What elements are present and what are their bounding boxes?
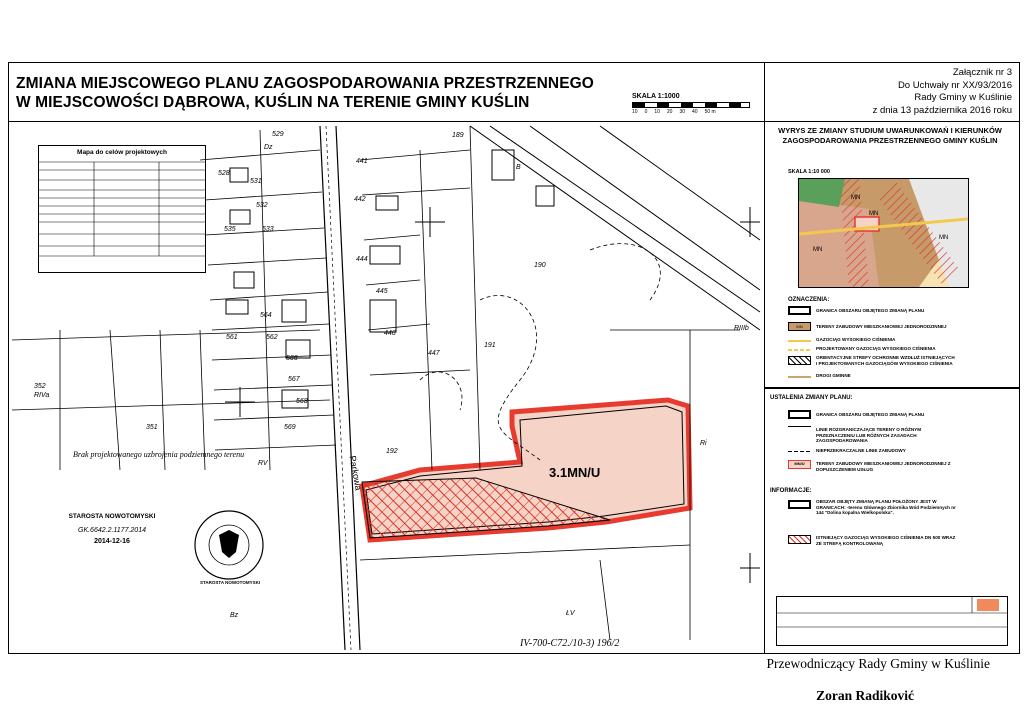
title-block — [776, 596, 1008, 646]
parcel-number: 441 — [356, 158, 368, 165]
legend-text: PROJEKTOWANY GAZOCIĄG WYSOKIEGO CIŚNIENIA — [816, 346, 936, 351]
plan-legend-text: TERENY ZABUDOWY MIESZKANIOWEJ JEDNORODZINNEJ Z DOPUSZCZENIEM USŁUG — [816, 461, 951, 472]
doc-table-title: Mapa do celów projektowych — [77, 149, 167, 156]
legend-swatch-boundary — [788, 306, 811, 315]
info-text: ISTNIEJĄCY GAZOCIĄG WYSOKIEGO CIŚNIENIA DN 500 WRAZ ZE STREFĄ KONTROLOWANĄ — [816, 535, 956, 546]
study-extract-title: WYRYS ZE ZMIANY STUDIUM UWARUNKOWAŃ I KIERUNKÓW ZAGOSPODAROWANIA PRZESTRZENNEGO GMINY KUŚLIN — [778, 126, 1002, 145]
plan-area-label: 3.1MN/U — [549, 465, 601, 480]
legend-text: GRANICA OBSZARU OBJĘTEGO ZMIANĄ PLANU — [816, 308, 925, 313]
parcel-number: 531 — [250, 178, 262, 185]
plan-title-line1: ZMIANA MIEJSCOWEGO PLANU ZAGOSPODAROWANIA PRZESTRZENNEGO — [16, 75, 594, 92]
parcel-number: 564 — [260, 312, 272, 319]
title-block-grid — [777, 597, 1007, 645]
parcel-number: 529 — [272, 131, 284, 138]
council-name: Rady Gminy w Kuślinie — [914, 92, 1012, 103]
survey-doc-table — [38, 145, 206, 273]
parcel-number: Ri — [700, 440, 707, 447]
attachment-number: Załącznik nr 3 — [952, 67, 1012, 78]
info-title: INFORMACJE: — [770, 488, 812, 494]
scale-tick: 20 — [666, 109, 673, 115]
parcel-number: 352 — [34, 383, 46, 390]
plan-legend-title: USTALENIA ZMIANY PLANU: — [770, 395, 853, 401]
sheet-reference: IV-700-C72./10-3) 196/2 — [520, 638, 620, 649]
parcel-number: 445 — [376, 288, 388, 295]
scale-tick: 50 m — [704, 109, 716, 115]
parcel-number: 446 — [384, 330, 396, 337]
seal-caption: STAROSTA NOWOTOMYSKI — [200, 580, 261, 585]
minimap-label: MN — [869, 211, 879, 217]
plan-legend-text: LINIE ROZGRANICZAJĄCE TERENY O RÓŻNYM PRZEZNACZENIU LUB RÓŻNYCH ZASADACH ZAGOSPODAROWANIA — [816, 427, 922, 443]
info-swatch-boundary — [788, 500, 811, 509]
parcel-number: 566 — [286, 355, 298, 362]
utility-stamp: Brak projektowanego uzbrojenia podziemnego terenu — [73, 450, 245, 459]
panel-divider — [764, 387, 1020, 389]
plan-swatch-lines — [788, 426, 811, 435]
starosta-stamp — [32, 478, 192, 545]
parcel-number: RIVa — [34, 392, 50, 399]
scale-tick: 0 — [644, 109, 648, 115]
plan-title-line2: W MIEJSCOWOŚCI DĄBROWA, KUŚLIN NA TERENIE GMINY KUŚLIN — [16, 94, 530, 111]
parcel-number: 351 — [146, 424, 158, 431]
street-label-parkowa: Parkowa — [347, 454, 364, 492]
scale-tick: 40 — [692, 109, 698, 115]
resolution-number: Do Uchwały nr XX/93/2016 — [897, 79, 1012, 91]
minimap-label: MN — [939, 235, 949, 241]
study-minimap — [798, 178, 969, 288]
info-text: OBSZAR OBJĘTY ZMIANĄ PLANU POŁOŻONY JEST W GRANICACH: -terenu Głównego Zbiornika Wód Podziemnych nr 144 "Dolina kopalna Wielkopolska". — [816, 499, 956, 515]
scale-tick: 30 — [679, 109, 686, 115]
parcel-number: 191 — [484, 342, 496, 349]
buildings — [226, 150, 554, 408]
parcel-number: RV — [258, 460, 268, 467]
parcel-number: 533 — [262, 226, 274, 233]
parcel-number: 190 — [534, 262, 546, 269]
starosta-title: STAROSTA NOWOTOMYSKI — [68, 513, 156, 520]
parcel-number: B — [516, 164, 521, 171]
parcel-number: 447 — [428, 350, 440, 357]
plan-legend-text: NIEPRZEKRACZALNE LINIE ZABUDOWY — [816, 448, 906, 453]
doc-reference: GK.6642.2.1177.2014 — [78, 526, 146, 534]
parcel-number: 532 — [256, 202, 268, 209]
plan-swatch-mnu: MN/U — [788, 460, 811, 469]
legend-swatch-gas — [788, 340, 811, 342]
study-minimap-drawing — [799, 179, 968, 287]
parcel-number: 535 — [224, 226, 236, 233]
parcel-number: 562 — [266, 334, 278, 341]
legend-text: DROGI GMINNE — [816, 373, 851, 378]
plan-swatch-building-line — [788, 451, 811, 452]
legend-swatch-roads — [788, 376, 811, 378]
resolution-date: z dnia 13 października 2016 roku — [872, 104, 1012, 116]
signatory-name: Zoran Radiković — [816, 688, 914, 703]
legend-swatch-mn: MN — [788, 322, 811, 331]
parcel-number: 568 — [296, 398, 308, 405]
parcel-number: 567 — [288, 376, 300, 383]
parcel-number: 189 — [452, 132, 464, 139]
legend-swatch-protection — [788, 356, 811, 365]
parcel-number: Bz — [230, 612, 239, 619]
scale-tick: 10 — [654, 109, 660, 115]
legend-text: TERENY ZABUDOWY MIESZKANIOWEJ JEDNORODZINNEJ — [816, 324, 947, 329]
road-parkowa — [320, 126, 360, 650]
parcel-number: Dz — [264, 144, 273, 151]
parcel-number: 192 — [386, 448, 398, 455]
eagle-emblem — [219, 530, 239, 558]
plan-swatch-boundary — [788, 410, 811, 419]
parcel-number: 442 — [354, 196, 366, 203]
doc-date: 2014-12-16 — [94, 538, 130, 545]
scale-label: SKALA 1:1000 — [632, 93, 680, 100]
signatory-role: Przewodniczący Rady Gminy w Kuślinie — [766, 656, 990, 671]
info-swatch-gas-zone — [788, 535, 811, 544]
legend-swatch-gas-planned — [788, 349, 811, 351]
study-scale: SKALA 1:10 000 — [788, 169, 830, 175]
parcel-number: 444 — [356, 256, 368, 263]
parcel-number: RIIIb — [734, 325, 749, 332]
scale-tick: 10 — [632, 109, 638, 115]
parcel-number: 569 — [284, 424, 296, 431]
minimap-label: MN — [851, 195, 861, 201]
study-legend-title: OZNACZENIA: — [788, 297, 830, 303]
parcel-number: 561 — [226, 334, 238, 341]
legend-text: ORIENTACYJNE STREFY OCHRONNE WZDŁUŻ ISTNIEJĄCYCH I PROJEKTOWANYCH GAZOCIĄGÓW WYSOKIEGO CIŚNIENIA — [816, 355, 955, 366]
parcel-number: ŁV — [566, 610, 575, 617]
parcel-number: 528 — [218, 170, 230, 177]
minimap-label: MN — [813, 247, 823, 253]
plan-legend-text: GRANICA OBSZARU OBJĘTEGO ZMIANĄ PLANU — [816, 412, 925, 417]
legend-text: GAZOCIĄG WYSOKIEGO CIŚNIENIA — [816, 337, 896, 342]
doc-table-grid — [39, 156, 205, 266]
